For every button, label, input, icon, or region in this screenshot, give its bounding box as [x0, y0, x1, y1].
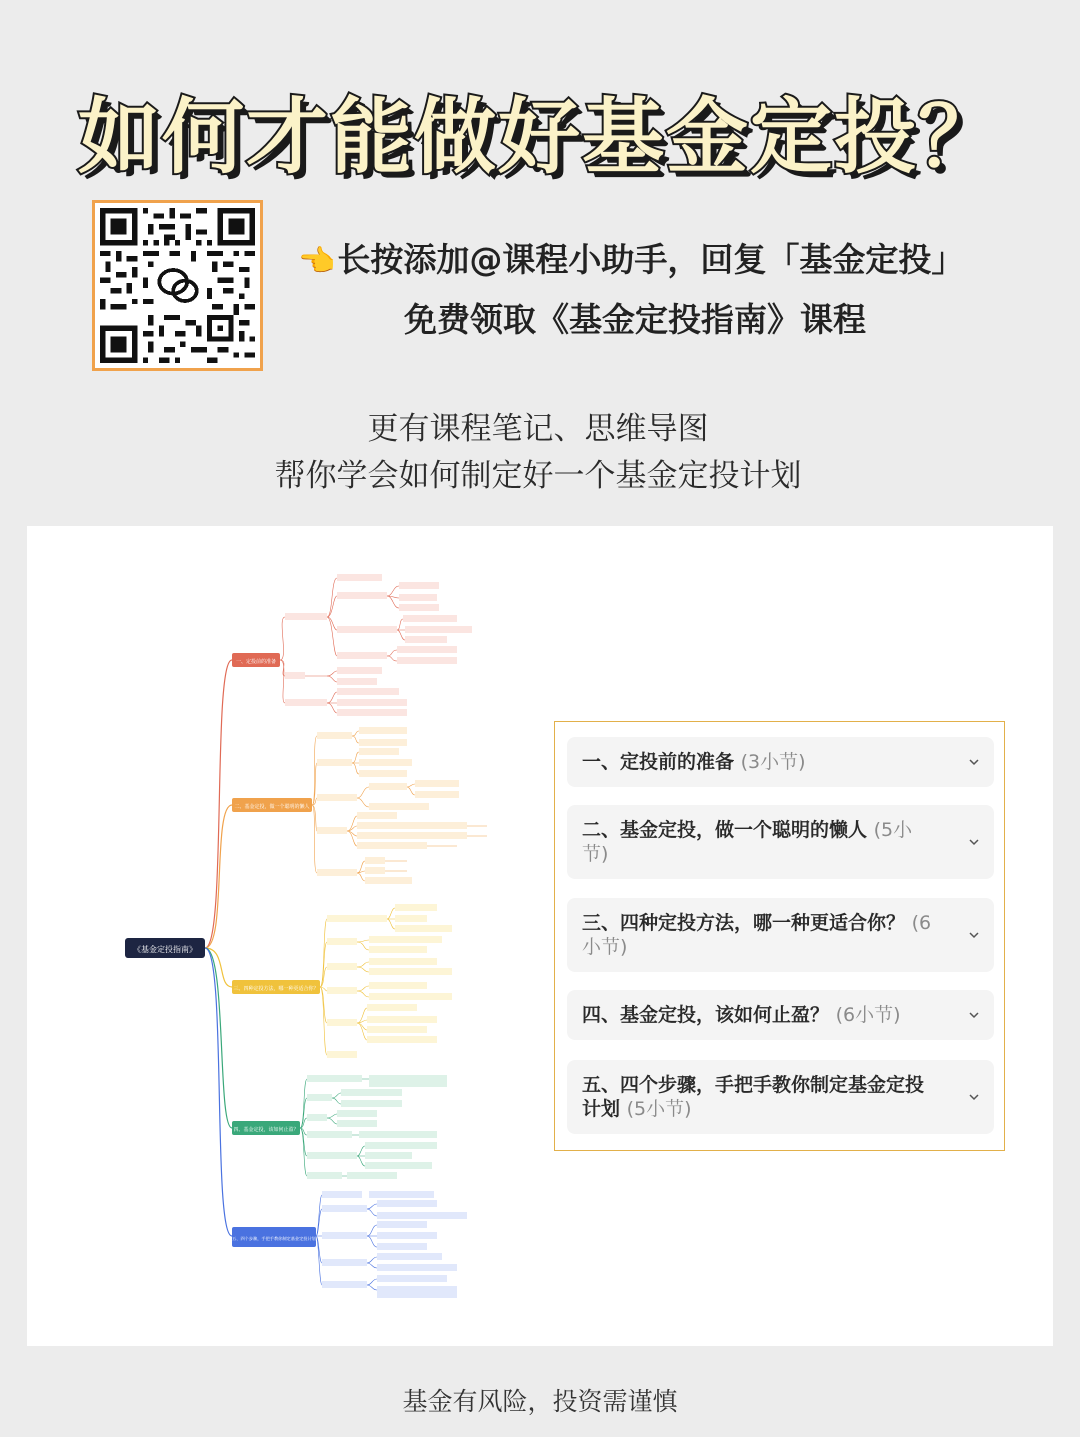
outline-item-count: (3小节): [740, 751, 806, 773]
mindmap: [27, 526, 547, 1346]
outline-item-title: 一、定投前的准备: [582, 751, 735, 773]
mindmap-link-1: [205, 660, 232, 948]
chevron-down-icon: [968, 756, 980, 768]
chevron-down-icon: [968, 836, 980, 848]
mindmap-branch-1-label: 一、定投前的准备: [235, 659, 277, 665]
mindmap-branch-4-label: 四、基金定投，该如何止盈？: [233, 1127, 299, 1133]
mindmap-branch-3-label: 三、四种定投方法，哪一种更适合你？: [233, 986, 319, 992]
subtitle-line-2: 帮你学会如何制定好一个基金定投计划: [274, 458, 802, 494]
promo-line-2: 免费领取《基金定投指南》课程: [404, 300, 866, 339]
mindmap-link-3: [205, 948, 232, 987]
outline-item-count: (6小节): [835, 1004, 901, 1026]
pointing-hand-icon: 👈: [298, 244, 336, 279]
outline-item-title: 三、四种定投方法，哪一种更适合你？: [582, 912, 906, 934]
course-outline: [554, 721, 1005, 1151]
outline-item-title: 二、基金定投，做一个聪明的懒人: [582, 819, 868, 841]
outline-item-title: 五、四个步骤，手把手教你制定基金定投计划: [582, 1074, 925, 1120]
outline-item-1[interactable]: [567, 737, 994, 787]
preview-panel: [27, 526, 1053, 1346]
promo-text-1: 长按添加@课程小助手，回复「基金定投」: [337, 240, 965, 279]
mindmap-branch-5-label: 五、四个步骤，手把手教你制定基金定投计划: [232, 1236, 316, 1241]
outline-item-3[interactable]: [567, 898, 994, 972]
risk-disclaimer: 基金有风险，投资需谨慎: [402, 1387, 678, 1416]
outline-item-count: (5小节): [626, 1098, 692, 1120]
page-title: 如何才能做好基金定投？: [77, 90, 1002, 185]
outline-item-count: (5小节): [582, 819, 913, 865]
qr-code[interactable]: [92, 200, 263, 371]
chevron-down-icon: [968, 1091, 980, 1103]
outline-item-5[interactable]: [567, 1060, 994, 1134]
outline-item-4[interactable]: [567, 990, 994, 1040]
subtitle-line-1: 更有课程笔记、思维导图: [367, 411, 709, 447]
mindmap-branch-2-label: 二、基金定投，做一个聪明的懒人: [234, 804, 310, 810]
promo-line-1: [298, 234, 1018, 281]
qr-code-icon: [100, 208, 255, 363]
mindmap-root-label: 《基金定投指南》: [133, 945, 197, 954]
outline-item-2[interactable]: [567, 805, 994, 879]
outline-item-count: (6小节): [582, 912, 932, 958]
chevron-down-icon: [968, 929, 980, 941]
outline-item-title: 四、基金定投，该如何止盈？: [582, 1004, 830, 1026]
mindmap-link-4: [205, 948, 232, 1128]
chevron-down-icon: [968, 1009, 980, 1021]
